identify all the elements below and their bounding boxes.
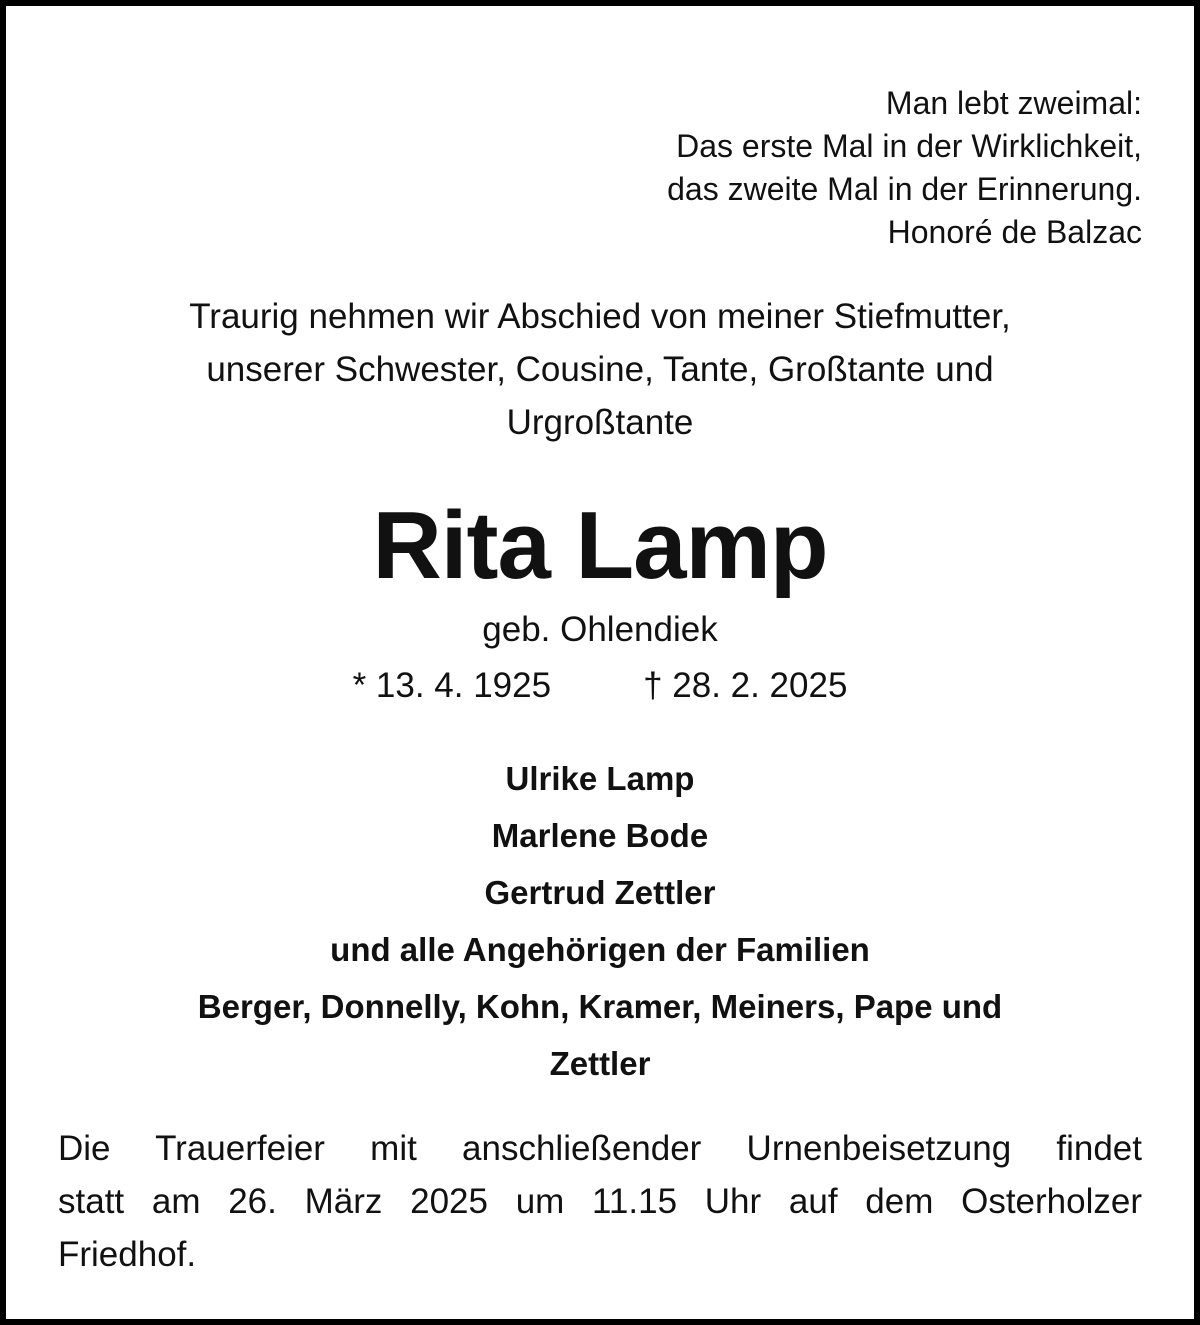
intro-line: Urgroßtante xyxy=(506,403,694,442)
service-line: Friedhof. xyxy=(58,1235,197,1274)
mourner-families: und alle Angehörigen der Familien xyxy=(330,931,870,968)
deceased-name: Rita Lamp xyxy=(372,492,828,599)
death-date: † 28. 2. 2025 xyxy=(643,666,848,705)
intro-line: Traurig nehmen wir Abschied von meiner Stiefmutter, xyxy=(189,297,1011,336)
mourner-families: Zettler xyxy=(549,1045,651,1082)
funeral-service-info xyxy=(58,1122,1142,1281)
birth-date: * 13. 4. 1925 xyxy=(352,666,552,705)
mourner-name: Marlene Bode xyxy=(491,817,709,854)
quote-line: Das erste Mal in der Wirklichkeit, xyxy=(676,128,1142,164)
service-line: statt am 26. März 2025 um 11.15 Uhr auf dem Osterholzer xyxy=(58,1182,1142,1221)
mourners-list xyxy=(6,750,1194,1092)
intro-line: unserer Schwester, Cousine, Tante, Großtante und xyxy=(206,350,994,389)
service-line: Die Trauerfeier mit anschließender Urnenbeisetzung findet xyxy=(58,1129,1142,1168)
mourner-name: Gertrud Zettler xyxy=(484,874,716,911)
quote-line: Man lebt zweimal: xyxy=(885,85,1142,121)
mourner-name: Ulrike Lamp xyxy=(505,760,695,797)
birth-name: geb. Ohlendiek xyxy=(482,610,718,649)
epigraph-quote xyxy=(667,82,1142,254)
quote-author: Honoré de Balzac xyxy=(887,214,1142,250)
life-dates xyxy=(6,662,1194,710)
mourner-families: Berger, Donnelly, Kohn, Kramer, Meiners, Pape und xyxy=(197,988,1003,1025)
farewell-intro xyxy=(6,290,1194,449)
quote-line: das zweite Mal in der Erinnerung. xyxy=(667,171,1142,207)
